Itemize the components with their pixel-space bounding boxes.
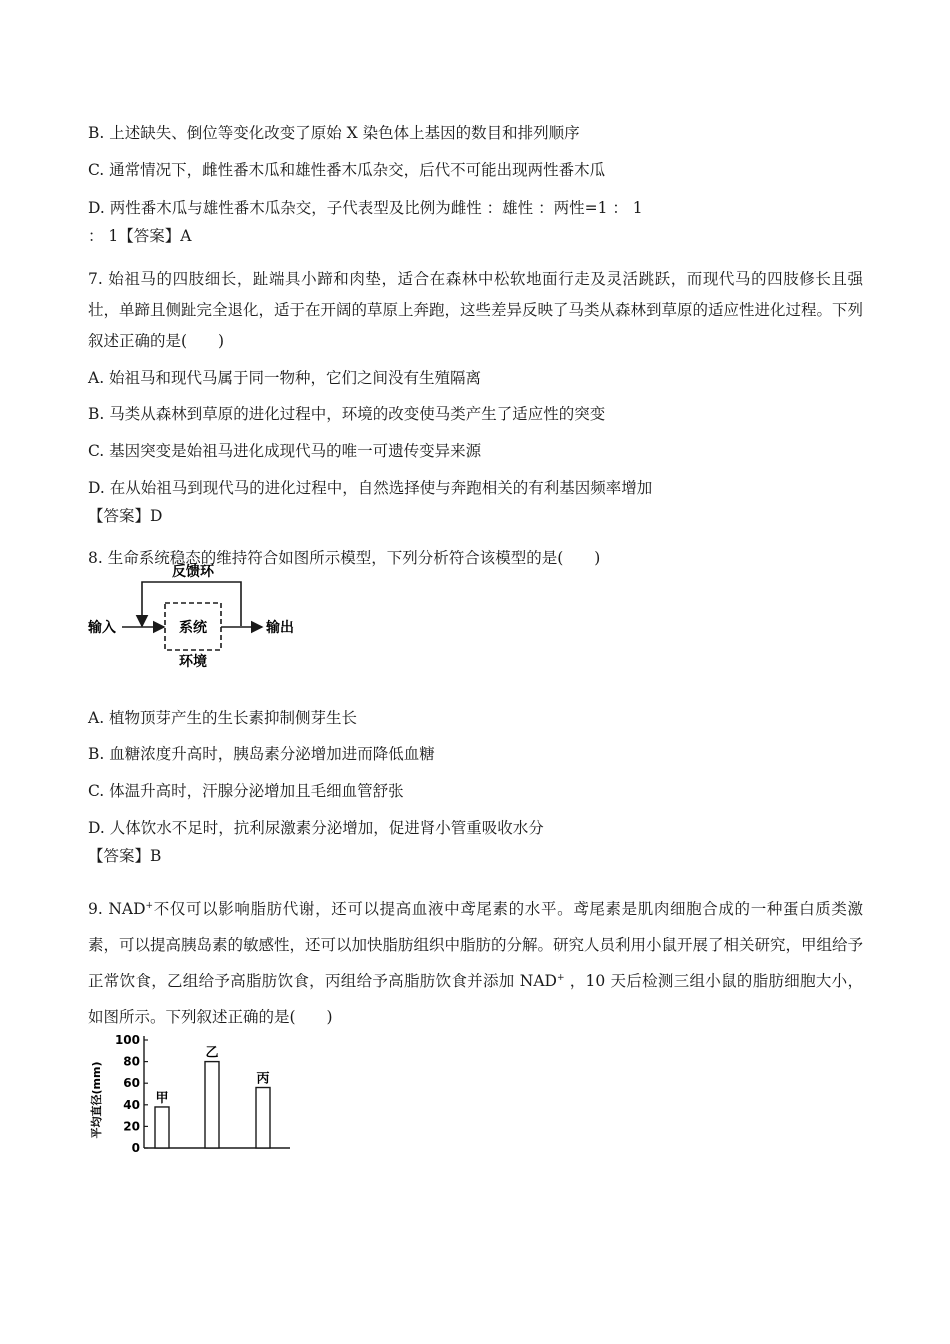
q9-number: 9. [88, 900, 109, 918]
q8-option-a: A. 植物顶芽产生的生长素抑制侧芽生长 [88, 709, 358, 727]
q7-option-d: D. 在从始祖马到现代马的进化过程中，自然选择使与奔跑相关的有利基因频率增加 [88, 479, 653, 497]
nad-term [108, 900, 153, 918]
input-label: 输入 [88, 620, 116, 636]
q6-option-b: B. 上述缺失、倒位等变化改变了原始 X 染色体上基因的数目和排列顺序 [88, 124, 580, 142]
q7-option-b: B. 马类从森林到草原的进化过程中，环境的改变使马类产生了适应性的突变 [88, 405, 606, 423]
q7-option-a: A. 始祖马和现代马属于同一物种，它们之间没有生殖隔离 [88, 369, 482, 387]
output-label: 输出 [266, 620, 294, 636]
q7-stem: 7. 始祖马的四肢细长，趾端具小蹄和肉垫，适合在森林中松软地面行走及灵活跳跃，而现代马的四肢修长且强壮，单蹄且侧趾完全退化，适于在开阔的草原上奔跑，这些差异反映了马类从森林到草原的适应性进化过程。下列叙述正确的是( ) [88, 270, 864, 350]
q9-stem-part1: 不仅可以影响脂肪代谢，还可以提高血液中鸢尾素的水平。鸢尾素是肌肉细胞合成的一种蛋白质类激素，可以提高胰岛素的敏感性，还可以加快脂肪组织中脂肪的分解。研究人员利用小鼠开展了相关研究，甲组给予正常饮食，乙组给予高脂肪饮食，丙组给予高脂肪饮食并添加 [88, 900, 864, 990]
fat-cell-diameter-chart [82, 1028, 297, 1160]
q9-stem-part2: ，10 天后检测三组小鼠的脂肪细胞大小，如图所示。下列叙述正确的是( ) [88, 972, 863, 1026]
y-tick-label: 0 [131, 1141, 140, 1155]
bar-2 [256, 1088, 270, 1148]
feedback-label: 反馈环 [172, 564, 214, 580]
y-tick-label: 20 [123, 1119, 140, 1134]
q7-answer: 【答案】D [88, 507, 163, 525]
nad-text: NAD [108, 900, 146, 918]
y-tick-label: 100 [114, 1033, 140, 1047]
nad-term-2 [520, 972, 565, 990]
q8-option-b: B. 血糖浓度升高时，胰岛素分泌增加进而降低血糖 [88, 745, 435, 763]
y-tick-label: 80 [123, 1054, 140, 1069]
bar-0 [155, 1107, 169, 1148]
q8-stem: 8. 生命系统稳态的维持符合如图所示模型，下列分析符合该模型的是( ) [88, 549, 601, 567]
y-tick-label: 40 [123, 1097, 140, 1112]
system-label: 系统 [179, 620, 207, 636]
q8-answer: 【答案】B [88, 847, 162, 865]
y-tick-label: 60 [123, 1076, 140, 1091]
bar-label-1: 乙 [205, 1045, 219, 1061]
feedback-loop-diagram [84, 560, 314, 672]
nad-superscript: + [145, 901, 154, 911]
bar-label-2: 丙 [256, 1071, 270, 1087]
q8-option-d: D. 人体饮水不足时，抗利尿激素分泌增加，促进肾小管重吸收水分 [88, 819, 544, 837]
q7-option-c: C. 基因突变是始祖马进化成现代马的唯一可遗传变异来源 [88, 442, 482, 460]
bar-label-0: 甲 [155, 1090, 169, 1106]
q6-answer: ： 1【答案】A [88, 227, 192, 245]
nad-text-2: NAD [519, 972, 557, 990]
q9-stem [88, 891, 863, 1035]
q8-option-c: C. 体温升高时，汗腺分泌增加且毛细血管舒张 [88, 782, 404, 800]
q6-option-d: D. 两性番木瓜与雄性番木瓜杂交，子代表型及比例为雌性 ：雄性 ：两性=1 ： 1 [88, 199, 643, 217]
bar-1 [205, 1062, 219, 1148]
nad-superscript-2: + [556, 973, 565, 983]
environment-label: 环境 [179, 654, 207, 670]
y-axis-label: 平均直径(mm) [90, 1061, 103, 1139]
q6-option-c: C. 通常情况下，雌性番木瓜和雄性番木瓜杂交，后代不可能出现两性番木瓜 [88, 161, 606, 179]
